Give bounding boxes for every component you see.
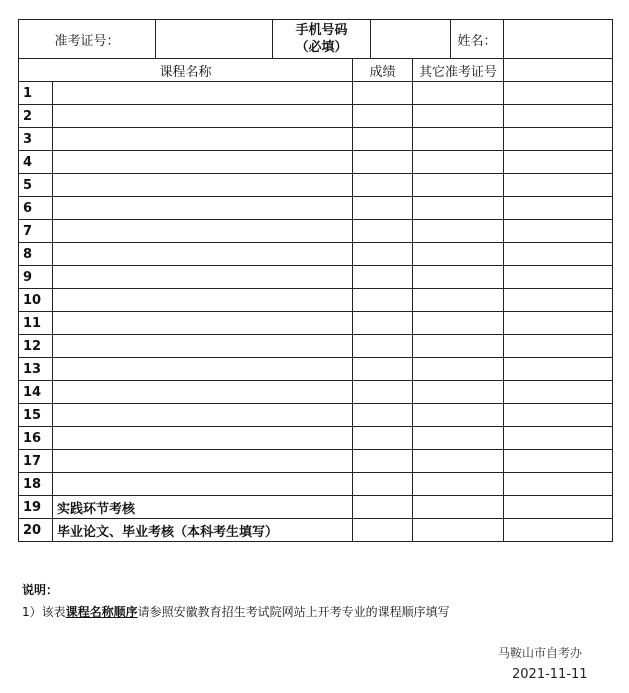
phone-field[interactable] [371, 20, 451, 59]
row-number: 1 [19, 82, 53, 105]
table-row [19, 174, 613, 197]
score-cell[interactable] [353, 243, 413, 266]
other-exam-id-cell[interactable] [413, 82, 504, 105]
course-name-cell[interactable] [53, 358, 353, 381]
row-number: 3 [19, 128, 53, 151]
other-exam-id-cell[interactable] [413, 289, 504, 312]
course-name-cell[interactable] [53, 151, 353, 174]
extra-cell[interactable] [504, 174, 613, 197]
table-row [19, 82, 613, 105]
other-exam-id-cell[interactable] [413, 220, 504, 243]
notes-line-emphasis: 课程名称顺序 [65, 605, 138, 619]
row-number: 17 [19, 450, 53, 473]
row-number: 19 [19, 496, 53, 519]
score-cell[interactable] [353, 174, 413, 197]
course-name-cell[interactable] [53, 128, 353, 151]
extra-cell[interactable] [504, 473, 613, 496]
course-name-cell: 毕业论文、毕业考核（本科考生填写） [53, 519, 353, 542]
name-field[interactable] [504, 20, 613, 59]
score-cell[interactable] [353, 128, 413, 151]
table-row [19, 312, 613, 335]
extra-cell[interactable] [504, 335, 613, 358]
row-number: 20 [19, 519, 53, 542]
other-exam-id-cell[interactable] [413, 243, 504, 266]
table-row [19, 289, 613, 312]
table-row [19, 473, 613, 496]
course-name-cell[interactable] [53, 266, 353, 289]
course-name-cell[interactable] [53, 197, 353, 220]
registration-form-table [18, 19, 613, 542]
score-cell[interactable] [353, 427, 413, 450]
table-row [19, 381, 613, 404]
score-cell[interactable] [353, 289, 413, 312]
score-cell[interactable] [353, 312, 413, 335]
row-number: 10 [19, 289, 53, 312]
header-row [19, 20, 613, 59]
table-row [19, 266, 613, 289]
row-number: 18 [19, 473, 53, 496]
row-number: 15 [19, 404, 53, 427]
column-header-extra [504, 59, 613, 82]
course-name-cell[interactable] [53, 243, 353, 266]
column-header-row [19, 59, 613, 82]
issue-date: 2021-11-11 [512, 667, 588, 682]
score-cell[interactable] [353, 335, 413, 358]
notes-line-suffix: 请参照安徽教育招生考试院网站上开考专业的课程顺序填写 [137, 605, 450, 619]
extra-cell[interactable] [504, 358, 613, 381]
notes-title: 说明： [22, 583, 59, 597]
column-header-score: 成绩 [353, 59, 413, 82]
score-cell[interactable] [353, 266, 413, 289]
score-cell[interactable] [353, 105, 413, 128]
score-cell[interactable] [353, 358, 413, 381]
extra-cell[interactable] [504, 427, 613, 450]
row-number: 9 [19, 266, 53, 289]
score-cell[interactable] [353, 404, 413, 427]
row-number: 13 [19, 358, 53, 381]
extra-cell[interactable] [504, 220, 613, 243]
other-exam-id-cell[interactable] [413, 174, 504, 197]
table-row [19, 358, 613, 381]
course-name-cell[interactable] [53, 82, 353, 105]
other-exam-id-cell[interactable] [413, 519, 504, 542]
score-cell[interactable] [353, 197, 413, 220]
table-row [19, 243, 613, 266]
other-exam-id-cell[interactable] [413, 450, 504, 473]
score-cell[interactable] [353, 220, 413, 243]
extra-cell[interactable] [504, 381, 613, 404]
row-number: 7 [19, 220, 53, 243]
course-name-cell[interactable] [53, 312, 353, 335]
table-row [19, 220, 613, 243]
other-exam-id-cell[interactable] [413, 197, 504, 220]
other-exam-id-cell[interactable] [413, 128, 504, 151]
name-label: 姓名： [451, 20, 504, 59]
course-name-cell[interactable] [53, 427, 353, 450]
extra-cell[interactable] [504, 289, 613, 312]
phone-label [273, 20, 371, 59]
score-cell[interactable] [353, 519, 413, 542]
extra-cell[interactable] [504, 266, 613, 289]
row-number: 4 [19, 151, 53, 174]
other-exam-id-cell[interactable] [413, 151, 504, 174]
table-row [19, 105, 613, 128]
phone-label-line1: 手机号码 [295, 23, 348, 38]
extra-cell[interactable] [504, 312, 613, 335]
table-row [19, 450, 613, 473]
course-name-cell[interactable] [53, 404, 353, 427]
table-row [19, 197, 613, 220]
course-name-cell[interactable] [53, 174, 353, 197]
table-row [19, 427, 613, 450]
row-number: 14 [19, 381, 53, 404]
other-exam-id-cell[interactable] [413, 105, 504, 128]
row-number: 6 [19, 197, 53, 220]
column-header-course-name: 课程名称 [19, 59, 353, 82]
other-exam-id-cell[interactable] [413, 312, 504, 335]
score-cell[interactable] [353, 82, 413, 105]
row-number: 16 [19, 427, 53, 450]
table-row [19, 519, 613, 542]
row-number: 8 [19, 243, 53, 266]
table-row [19, 128, 613, 151]
other-exam-id-cell[interactable] [413, 381, 504, 404]
course-name-cell[interactable] [53, 105, 353, 128]
row-number: 2 [19, 105, 53, 128]
other-exam-id-cell[interactable] [413, 404, 504, 427]
issuer-signature: 马鞍山市自考办 [498, 646, 583, 660]
table-row [19, 496, 613, 519]
extra-cell[interactable] [504, 128, 613, 151]
extra-cell[interactable] [504, 243, 613, 266]
column-header-other-exam-id: 其它准考证号 [413, 59, 504, 82]
exam-id-field[interactable] [156, 20, 273, 59]
extra-cell[interactable] [504, 496, 613, 519]
notes-line-prefix: 1）该表 [22, 605, 66, 619]
course-name-cell[interactable] [53, 335, 353, 358]
table-row [19, 151, 613, 174]
notes-line-1 [22, 603, 450, 620]
course-name-cell[interactable] [53, 473, 353, 496]
table-row [19, 404, 613, 427]
exam-id-label: 准考证号： [19, 20, 156, 59]
extra-cell[interactable] [504, 151, 613, 174]
extra-cell[interactable] [504, 197, 613, 220]
other-exam-id-cell[interactable] [413, 473, 504, 496]
row-number: 11 [19, 312, 53, 335]
score-cell[interactable] [353, 381, 413, 404]
extra-cell[interactable] [504, 519, 613, 542]
notes-section [22, 581, 450, 620]
phone-label-line2: （必填） [295, 40, 348, 55]
score-cell[interactable] [353, 450, 413, 473]
row-number: 12 [19, 335, 53, 358]
course-name-cell[interactable] [53, 289, 353, 312]
table-row [19, 335, 613, 358]
other-exam-id-cell[interactable] [413, 496, 504, 519]
extra-cell[interactable] [504, 105, 613, 128]
other-exam-id-cell[interactable] [413, 335, 504, 358]
other-exam-id-cell[interactable] [413, 427, 504, 450]
score-cell[interactable] [353, 496, 413, 519]
other-exam-id-cell[interactable] [413, 266, 504, 289]
course-name-cell[interactable] [53, 450, 353, 473]
extra-cell[interactable] [504, 404, 613, 427]
extra-cell[interactable] [504, 450, 613, 473]
course-name-cell[interactable] [53, 220, 353, 243]
course-name-cell: 实践环节考核 [53, 496, 353, 519]
row-number: 5 [19, 174, 53, 197]
score-cell[interactable] [353, 151, 413, 174]
course-name-cell[interactable] [53, 381, 353, 404]
score-cell[interactable] [353, 473, 413, 496]
other-exam-id-cell[interactable] [413, 358, 504, 381]
extra-cell[interactable] [504, 82, 613, 105]
